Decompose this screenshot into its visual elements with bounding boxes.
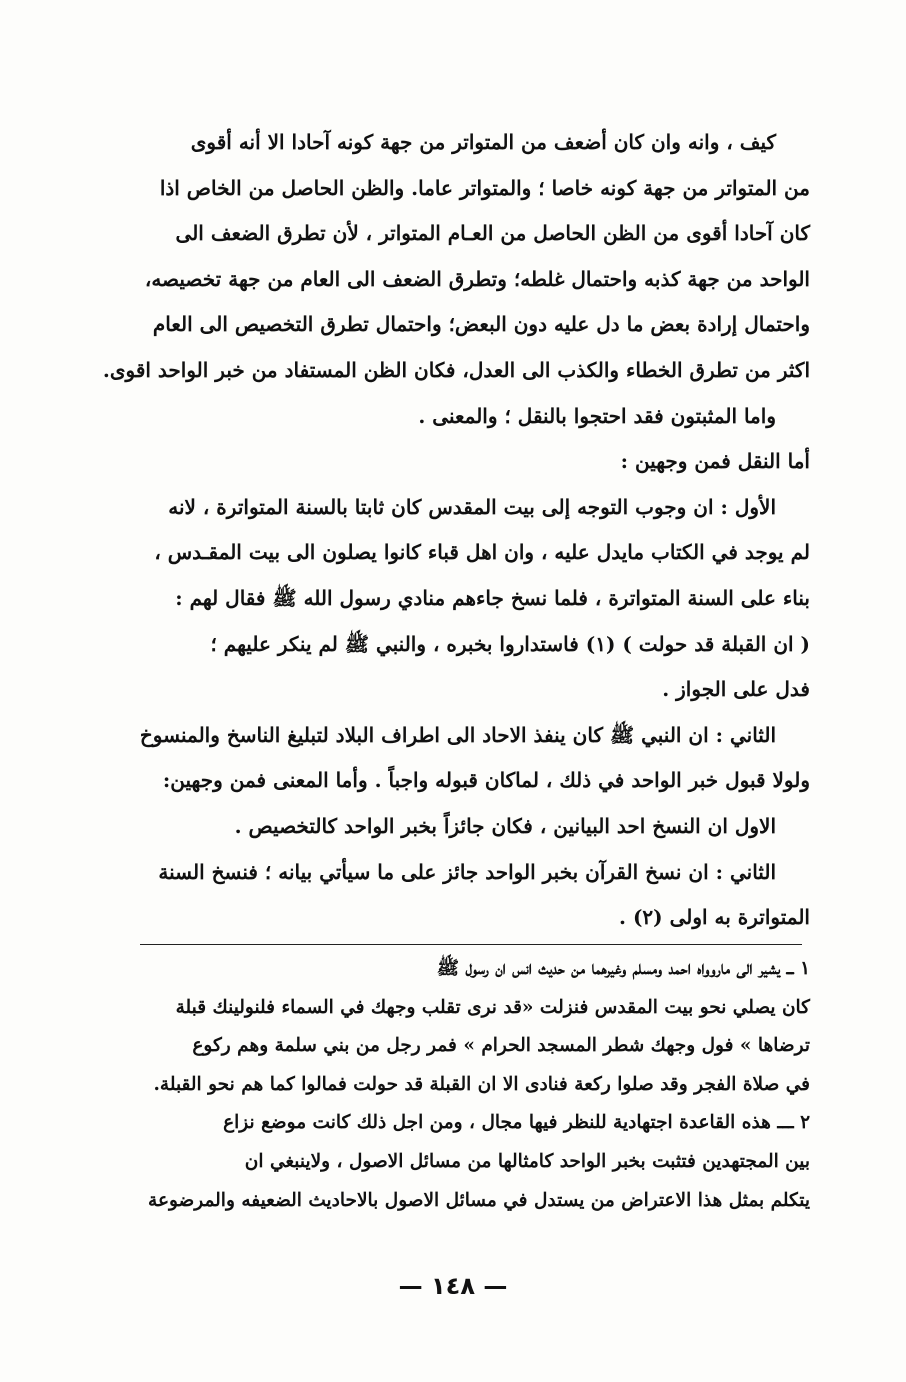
footnotes-block	[76, 950, 810, 1220]
footnote-line: يتكلم بمثل هذا الاعتراض من يستدل في مسائل الاصول بالاحاديث الضعيفه والمرضوعة	[148, 1189, 810, 1211]
body-line: الثاني : ان النبي ﷺ كان ينفذ الاحاد الى اطراف البلاد لتبليغ الناسخ والمنسوخ	[139, 722, 776, 747]
body-line: من المتواتر من جهة كونه خاصا ؛ والمتواتر عاما. والظن الحاصل من الخاص اذا	[159, 175, 810, 200]
body-line: الأول : ان وجوب التوجه إلى بيت المقدس كان ثابتا بالسنة المتواترة ، لانه	[168, 494, 776, 519]
footnote-line: في صلاة الفجر وقد صلوا ركعة فنادى الا ان القبلة قد حولت فمالوا كما هم نحو القبلة.	[153, 1073, 810, 1095]
footnote-line: ١ ـــ يشير الى ماروواه احمد ومسلم وغيرهما من حديث انس ان رسول ﷺ	[436, 958, 810, 979]
main-body-text	[76, 120, 810, 941]
body-line: المتواترة به اولى (٢) .	[619, 905, 810, 930]
body-line: الاول ان النسخ احد البيانين ، فكان جائزاً بخبر الواحد كالتخصيص .	[234, 813, 776, 838]
footnote-line: بين المجتهدين فتثبت بخبر الواحد كامثالها من مسائل الاصول ، ولاينبغي ان	[244, 1150, 810, 1172]
footnote-line: ٢ ـــ هذه القاعدة اجتهادية للنظر فيها مجال ، ومن اجل ذلك كانت موضع نزاع	[223, 1112, 810, 1134]
footnote-separator	[140, 944, 802, 945]
page-number: — ١٤٨ —	[398, 1272, 508, 1300]
footnote-line: كان يصلي نحو بيت المقدس فنزلت «قد نرى تقلب وجهك في السماء فلنولينك قبلة	[175, 996, 810, 1018]
body-line: بناء على السنة المتواترة ، فلما نسخ جاءهم منادي رسول الله ﷺ فقال لهم :	[175, 585, 810, 610]
body-line: كان آحادا أقوى من الظن الحاصل من العـام المتواتر ، لأن تطرق الضعف الى	[175, 221, 810, 246]
body-line: ( ان القبلة قد حولت ) (١) فاستداروا بخبره ، والنبي ﷺ لم ينكر عليهم ؛	[210, 631, 810, 656]
footnote-line: ترضاها » فول وجهك شطر المسجد الحرام » فمر رجل من بني سلمة وهم ركوع	[192, 1035, 810, 1057]
body-line: اكثر من تطرق الخطاء والكذب الى العدل، فكان الظن المستفاد من خبر الواحد اقوى.	[102, 357, 810, 382]
section-heading: أما النقل فمن وجهين :	[620, 449, 810, 474]
body-line: ولولا قبول خبر الواحد في ذلك ، لماكان قبوله واجباً . وأما المعنى فمن وجهين:	[162, 768, 810, 793]
body-line: الواحد من جهة كذبه واحتمال غلطه؛ وتطرق الضعف الى العام من جهة تخصيصه،	[144, 266, 810, 291]
body-line: الثاني : ان نسخ القرآن بخبر الواحد جائز على ما سيأتي بيانه ؛ فنسخ السنة	[158, 859, 776, 884]
body-line: كيف ، وانه وان كان أضعف من المتواتر من جهة كونه آحادا الا أنه أقوى	[190, 130, 776, 154]
body-line: فدل على الجواز .	[662, 677, 810, 702]
body-line: واحتمال إرادة بعض ما دل عليه دون البعض؛ واحتمال تطرق التخصيص الى العام	[152, 312, 810, 337]
body-line: لم يوجد في الكتاب مايدل عليه ، وان اهل قباء كانوا يصلون الى بيت المقـدس ،	[154, 540, 810, 565]
body-line: واما المثبتون فقد احتجوا بالنقل ؛ والمعنى .	[418, 403, 776, 428]
